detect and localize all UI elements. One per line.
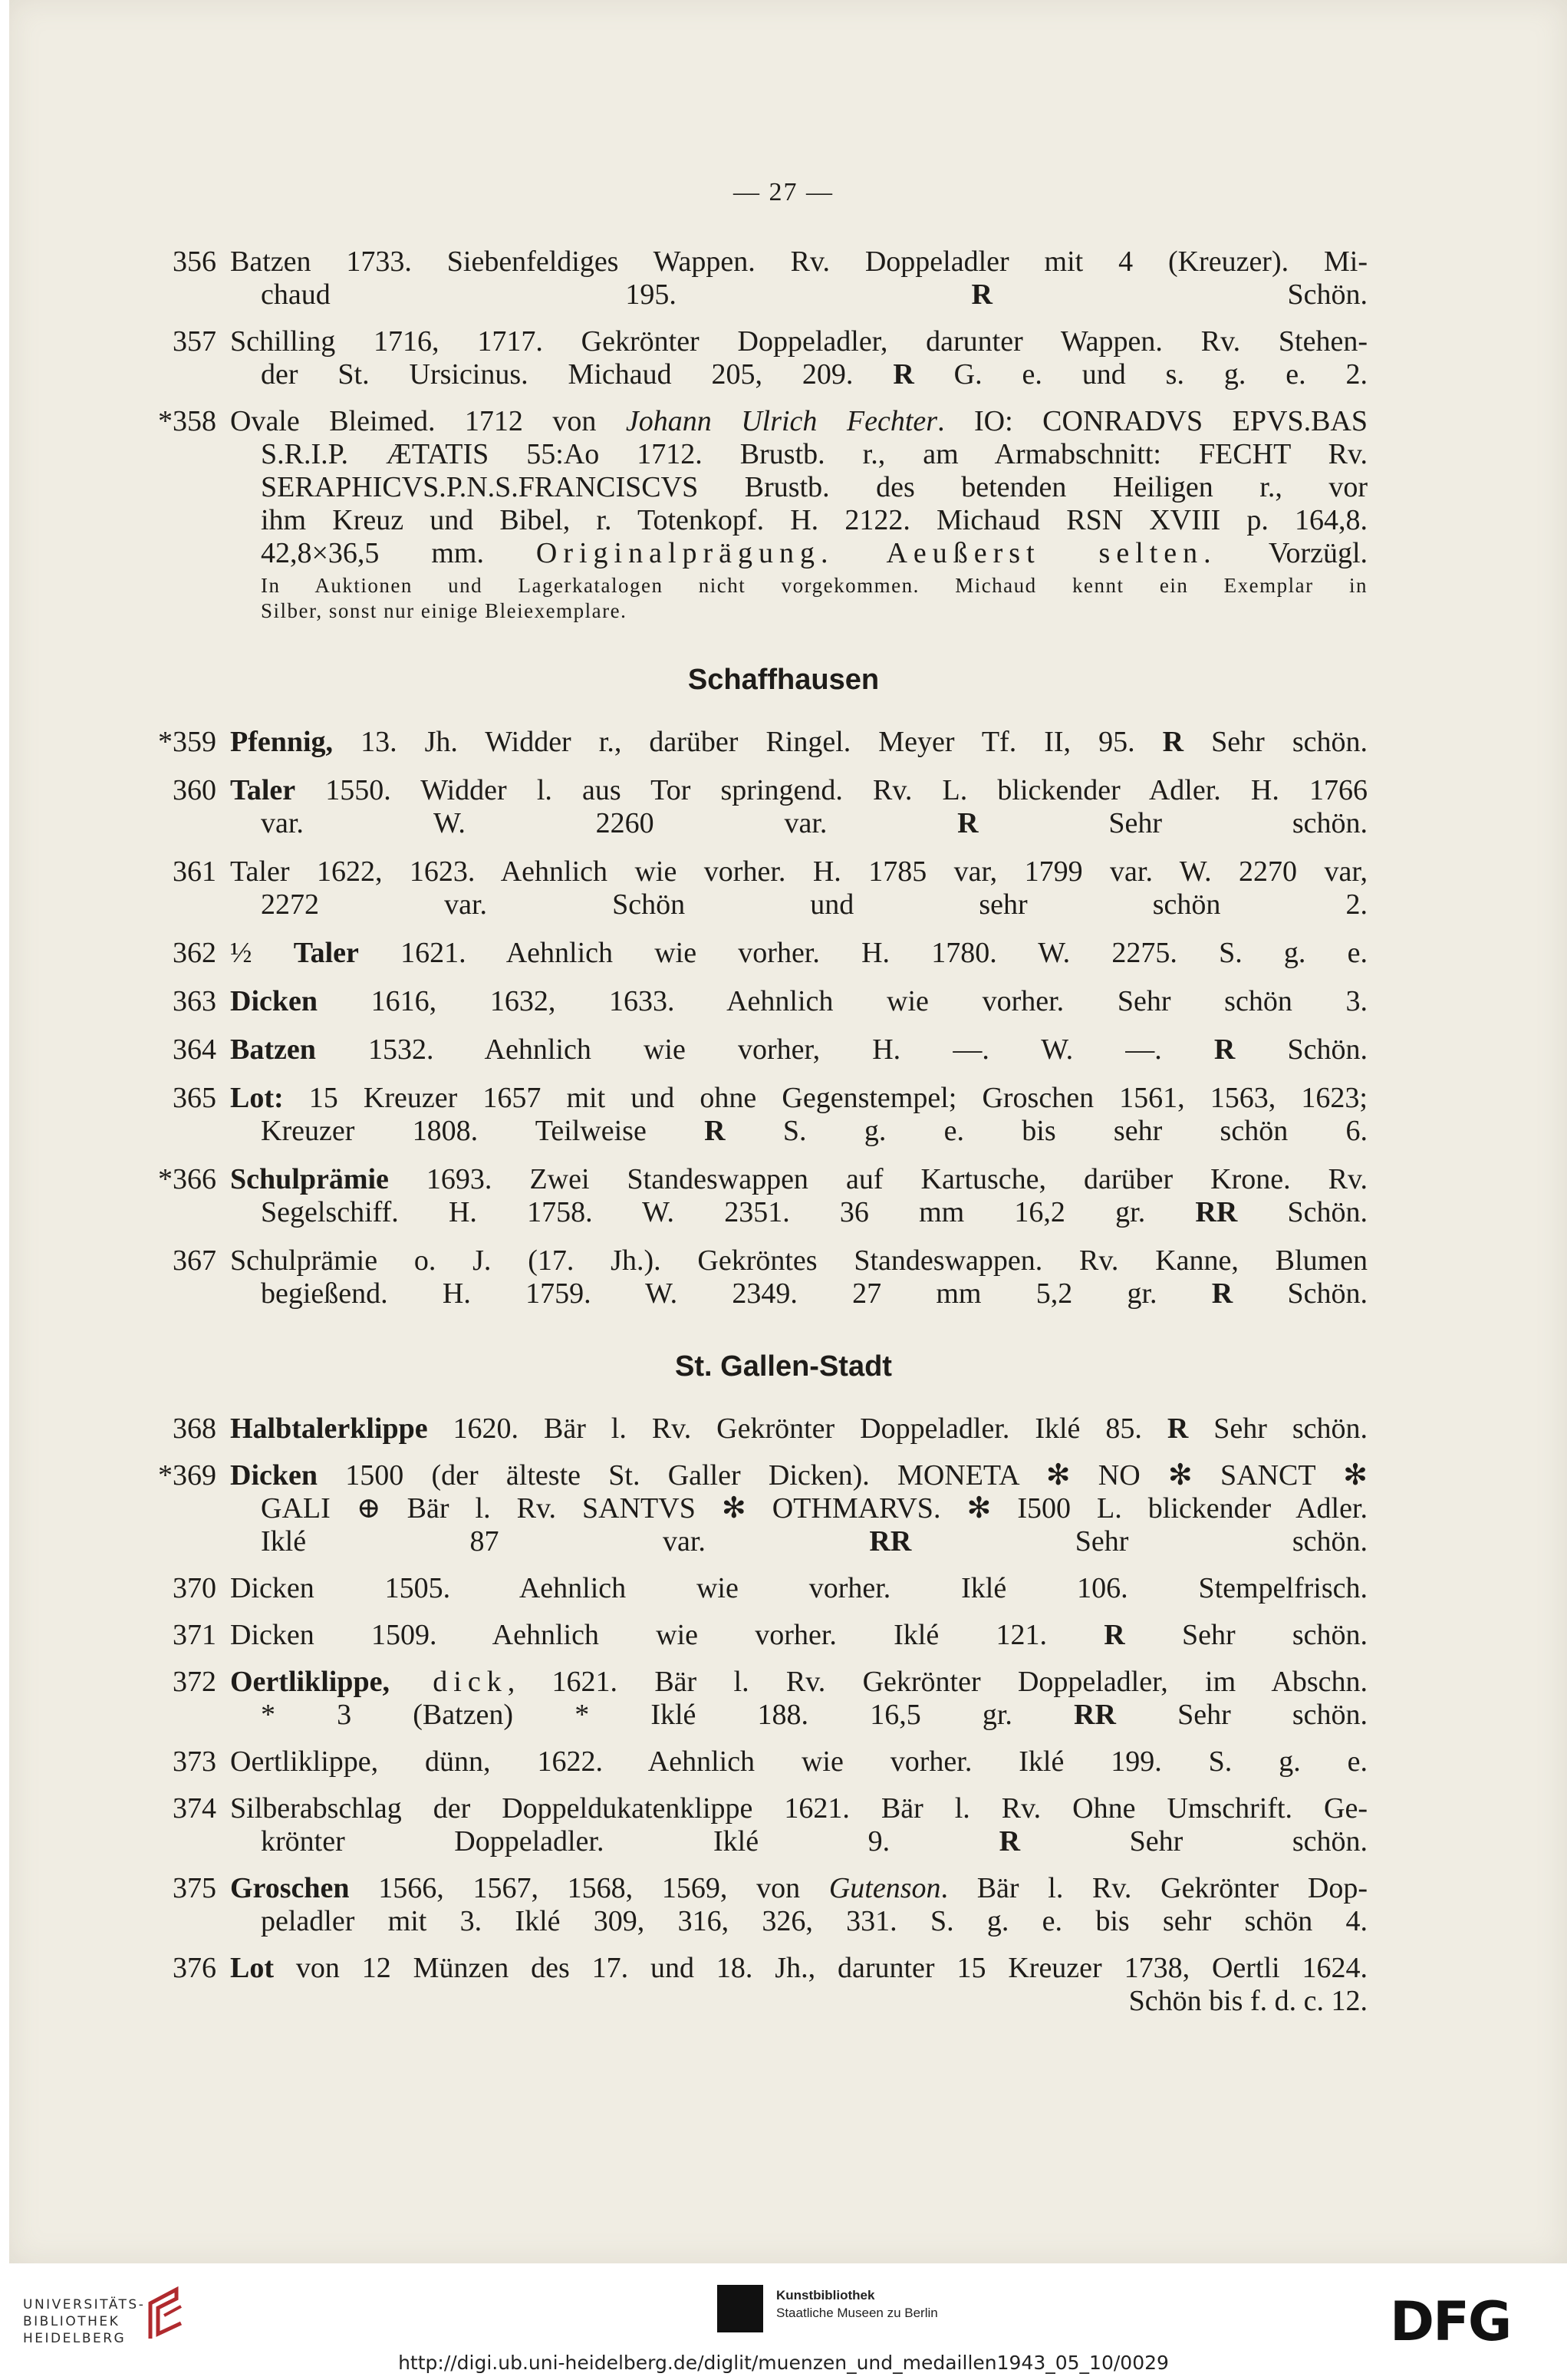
rarity-mark: R — [704, 1115, 726, 1147]
lot-text-line: SERAPHICVS.P.N.S.FRANCISCVS Brustb. des betenden Heiligen r., vor — [261, 471, 1368, 503]
university-library-mark-icon — [143, 2285, 189, 2345]
grade: S. g. e. bis sehr schön 4. — [930, 1905, 1368, 1937]
lot-entry — [0, 1413, 1567, 1445]
rarity-mark: RR — [1195, 1196, 1238, 1228]
lot-entry — [0, 1244, 1567, 1310]
lot-number: 357 — [173, 325, 216, 358]
lot-number: *358 — [158, 405, 216, 437]
lot-text-line: Groschen 1566, 1567, 1568, 1569, von Gutenson. Bär l. Rv. Gekrönter Dop- — [230, 1872, 1368, 1904]
lot-text-line: Taler 1622, 1623. Aehnlich wie vorher. H. 1785 var, 1799 var. W. 2270 var, — [230, 855, 1368, 888]
lot-number: 364 — [173, 1033, 216, 1066]
grade: Sehr schön. — [1211, 726, 1368, 758]
lot-text-line: GALI ⊕ Bär l. Rv. SANTVS ✻ OTHMARVS. ✻ I500 L. blickender Adler. — [261, 1492, 1368, 1525]
lot-note-line: Silber, sonst nur einige Bleiexemplare. — [261, 599, 627, 622]
lot-text-line: Dicken 1500 (der älteste St. Galler Dicken). MONETA ✻ NO ✻ SANCT ✻ — [230, 1459, 1368, 1492]
lot-text-line: Silberabschlag der Doppeldukatenklippe 1621. Bär l. Rv. Ohne Umschrift. Ge- — [230, 1792, 1368, 1825]
university-library-logo: UNIVERSITÄTS- BIBLIOTHEK HEIDELBERG — [23, 2297, 146, 2346]
lot-number: 365 — [173, 1082, 216, 1114]
dfg-logo: DFG — [1390, 2290, 1511, 2353]
lot-entry — [0, 1619, 1567, 1652]
lot-number: 368 — [173, 1413, 216, 1445]
lot-text-line: Dicken 1505. Aehnlich wie vorher. Iklé 106. Stempelfrisch. — [230, 1572, 1368, 1604]
lot-text-line: Dicken 1616, 1632, 1633. Aehnlich wie vorher. Sehr schön 3. — [230, 985, 1368, 1017]
lot-number: 360 — [173, 774, 216, 806]
lot-number: 361 — [173, 855, 216, 888]
rarity-mark: R — [1213, 1033, 1236, 1066]
lot-entry — [0, 1572, 1567, 1605]
lot-text-line: Schulprämie o. J. (17. Jh.). Gekröntes Standeswappen. Rv. Kanne, Blumen — [230, 1244, 1368, 1277]
catalog-body — [0, 246, 1567, 2018]
lot-text-line: Lot: 15 Kreuzer 1657 mit und ohne Gegenstempel; Groschen 1561, 1563, 1623; — [230, 1082, 1368, 1114]
lot-number: *369 — [158, 1459, 216, 1492]
grade: Schön bis f. d. c. 12. — [1128, 1985, 1368, 2017]
lot-text-line: Batzen 1733. Siebenfeldiges Wappen. Rv. Doppeladler mit 4 (Kreuzer). Mi- — [230, 246, 1368, 278]
lot-entry — [0, 1745, 1567, 1778]
lot-text-line: Kreuzer 1808. Teilweise R S. g. e. bis sehr schön 6. — [261, 1115, 1368, 1147]
lot-text-line: Halbtalerklippe 1620. Bär l. Rv. Gekrönter Doppeladler. Iklé 85. R Sehr schön. — [230, 1413, 1368, 1445]
grade: Sehr schön 3. — [1117, 985, 1368, 1017]
lot-entry — [0, 325, 1567, 391]
lot-number: *359 — [158, 726, 216, 758]
rarity-mark: R — [1211, 1277, 1233, 1310]
lot-text-line: Lot von 12 Münzen des 17. und 18. Jh., darunter 15 Kreuzer 1738, Oertli 1624. — [230, 1952, 1368, 1984]
lot-number: 376 — [173, 1952, 216, 1984]
lot-text-line: 42,8×36,5 mm. Originalprägung. Aeußerst selten. Vorzügl. — [261, 537, 1368, 569]
lot-text-line: * 3 (Batzen) * Iklé 188. 16,5 gr. RR Sehr schön. — [261, 1699, 1368, 1731]
grade: Sehr schön. — [1108, 807, 1368, 839]
lot-entry — [0, 1952, 1567, 2018]
rarity-mark: R — [893, 358, 914, 391]
lot-text-line: peladler mit 3. Iklé 309, 316, 326, 331. S. g. e. bis sehr schön 4. — [261, 1905, 1368, 1937]
grade: Schön. — [1287, 279, 1368, 311]
lot-text-line: Ovale Bleimed. 1712 von Johann Ulrich Fechter. IO: CONRADVS EPVS.BAS — [230, 405, 1368, 437]
lot-text-line: Iklé 87 var. RR Sehr schön. — [261, 1525, 1368, 1558]
lot-text-line: ihm Kreuz und Bibel, r. Totenkopf. H. 2122. Michaud RSN XVIII p. 164,8. — [261, 504, 1368, 536]
mintmaster-name: Gutenson — [828, 1872, 941, 1904]
lot-entry — [0, 1082, 1567, 1148]
lot-text-line: Batzen 1532. Aehnlich wie vorher, H. —. W. —. R Schön. — [230, 1033, 1368, 1066]
lot-text-line: Taler 1550. Widder l. aus Tor springend. Rv. L. blickender Adler. H. 1766 — [230, 774, 1368, 806]
lot-number: 370 — [173, 1572, 216, 1604]
lot-number: 372 — [173, 1666, 216, 1698]
lot-number: 375 — [173, 1872, 216, 1904]
lot-text-line: chaud 195. R Schön. — [261, 279, 1368, 311]
lot-text-line: var. W. 2260 var. R Sehr schön. — [261, 807, 1368, 839]
grade: S. g. e. bis sehr schön 6. — [782, 1115, 1368, 1147]
lot-entry — [0, 405, 1567, 624]
lot-text-line: begießend. H. 1759. W. 2349. 27 mm 5,2 gr. R Schön. — [261, 1277, 1368, 1310]
grade: Schön und sehr schön 2. — [612, 888, 1368, 921]
lot-entry — [0, 246, 1567, 312]
kunstbibliothek-label: Kunstbibliothek Staatliche Museen zu Berlin — [776, 2288, 938, 2320]
lot-text-line: Oertliklippe, dick, 1621. Bär l. Rv. Gekrönter Doppeladler, im Abschn. — [230, 1666, 1368, 1698]
kunstbibliothek-logo-icon — [717, 2285, 763, 2332]
grade: Schön. — [1287, 1196, 1368, 1228]
page-number: — 27 — — [733, 178, 834, 206]
rarity-mark: RR — [1074, 1699, 1116, 1731]
section-heading-st-gallen: St. Gallen-Stadt — [675, 1350, 892, 1383]
lot-entry — [0, 1033, 1567, 1066]
rarity-mark: R — [971, 279, 993, 311]
rarity-mark: R — [999, 1825, 1021, 1858]
lot-text-line: Dicken 1509. Aehnlich wie vorher. Iklé 121. R Sehr schön. — [230, 1619, 1368, 1651]
lot-number: 362 — [173, 937, 216, 969]
lot-number: 373 — [173, 1745, 216, 1778]
lot-entry — [0, 1872, 1567, 1938]
lot-number: 356 — [173, 246, 216, 278]
grade: Sehr schön. — [1075, 1525, 1368, 1558]
lot-text-line: ½ Taler 1621. Aehnlich wie vorher. H. 1780. W. 2275. S. g. e. — [230, 937, 1368, 969]
lot-entry — [0, 937, 1567, 970]
rarity-mark: RR — [869, 1525, 912, 1558]
rarity-mark: R — [957, 807, 979, 839]
grade: Stempelfrisch. — [1198, 1572, 1368, 1604]
grade: Schön. — [1287, 1277, 1368, 1310]
lot-entry — [0, 1792, 1567, 1858]
rarity-mark: R — [1104, 1619, 1125, 1651]
lot-text-line: Segelschiff. H. 1758. W. 2351. 36 mm 16,2 gr. RR Schön. — [261, 1196, 1368, 1228]
grade: Sehr schön. — [1188, 1413, 1368, 1445]
lot-text-line: Pfennig, 13. Jh. Widder r., darüber Ringel. Meyer Tf. II, 95. R Sehr schön. — [230, 726, 1368, 758]
lot-entry — [0, 1666, 1567, 1732]
lot-entry — [0, 774, 1567, 840]
lot-entry — [0, 726, 1567, 759]
lot-entry — [0, 855, 1567, 921]
lot-number: 367 — [173, 1244, 216, 1277]
grade: S. g. e. — [1219, 937, 1368, 969]
grade: G. e. und s. g. e. 2. — [953, 358, 1368, 391]
lot-text-line: 2272 var. Schön und sehr schön 2. — [261, 888, 1368, 921]
lot-text-line: Oertliklippe, dünn, 1622. Aehnlich wie vorher. Iklé 199. S. g. e. — [230, 1745, 1368, 1778]
lot-note-line: In Auktionen und Lagerkatalogen nicht vorgekommen. Michaud kennt ein Exemplar in — [261, 574, 1368, 597]
source-url-link[interactable]: http://digi.ub.uni-heidelberg.de/diglit/muenzen_und_medaillen1943_05_10/0029 — [398, 2352, 1169, 2374]
lot-text-line — [230, 1985, 1368, 2018]
lot-number: *366 — [158, 1163, 216, 1195]
grade: Schön. — [1287, 1033, 1368, 1066]
lot-number: 374 — [173, 1792, 216, 1825]
lot-number: 363 — [173, 985, 216, 1017]
lot-text-line: krönter Doppeladler. Iklé 9. R Sehr schön. — [261, 1825, 1368, 1858]
lot-entry — [0, 1459, 1567, 1558]
grade: Sehr schön. — [1177, 1699, 1368, 1731]
lot-text-line: der St. Ursicinus. Michaud 205, 209. R G. e. und s. g. e. 2. — [261, 358, 1368, 391]
grade: Sehr schön. — [1129, 1825, 1368, 1858]
rarity-mark: R — [1167, 1413, 1189, 1445]
lot-entry — [0, 985, 1567, 1018]
lot-number: 371 — [173, 1619, 216, 1651]
lot-text-line: Schilling 1716, 1717. Gekrönter Doppeladler, darunter Wappen. Rv. Stehen- — [230, 325, 1368, 358]
rarity-mark: R — [1162, 726, 1184, 758]
lot-text-line: Schulprämie 1693. Zwei Standeswappen auf Kartusche, darüber Krone. Rv. — [230, 1163, 1368, 1195]
engraver-name: Johann Ulrich Fechter — [625, 405, 938, 437]
lot-entry — [0, 1163, 1567, 1229]
lot-text-line: S.R.I.P. ÆTATIS 55:Ao 1712. Brustb. r., am Armabschnitt: FECHT Rv. — [261, 438, 1368, 470]
grade: Sehr schön. — [1181, 1619, 1368, 1651]
grade: S. g. e. — [1208, 1745, 1368, 1778]
section-heading-schaffhausen: Schaffhausen — [687, 664, 880, 696]
